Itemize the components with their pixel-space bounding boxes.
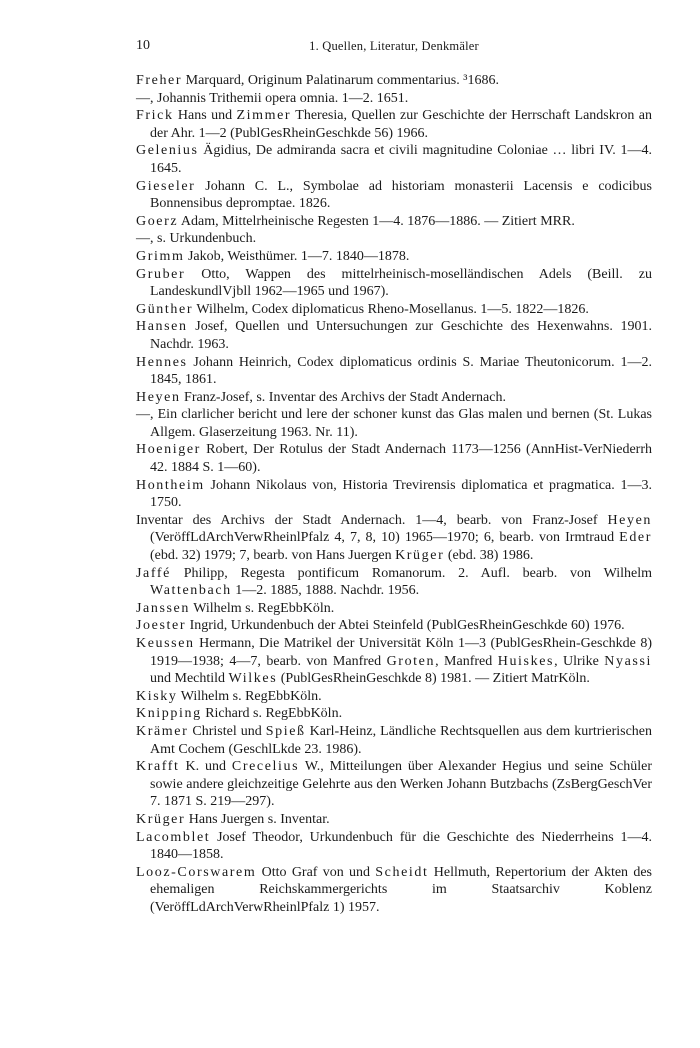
author-name: Joester [136, 618, 187, 634]
entry-text: Wilhelm s. RegEbbKöln. [177, 688, 322, 704]
author-name: Krüger [395, 548, 445, 564]
author-name: Nyassi [604, 653, 653, 669]
entry-text: Hermann, Die Matrikel der Universität Köln 1—3 (PublGesRhein-Geschkde 8) 1919—1938; 4—7, bearb. von Manfred [150, 636, 652, 669]
author-name: Hontheim [136, 477, 205, 493]
entry-text: (ebd. 38) 1986. [444, 548, 534, 564]
author-name: Knipping [136, 706, 202, 722]
author-name: Gelenius [136, 143, 199, 159]
entry-text: Christel und [188, 723, 266, 739]
entry-text: K. und [179, 759, 232, 775]
entry-text: Ingrid, Urkundenbuch der Abtei Steinfeld (PublGesRheinGeschkde 60) 1976. [186, 618, 625, 634]
entry-text: 1—2. 1885, 1888. Nachdr. 1956. [231, 583, 420, 599]
entry-text: Johann Heinrich, Codex diplomaticus ordinis S. Mariae Theutonicorum. 1—2. 1845, 1861. [150, 354, 652, 388]
bibliography-entry [136, 406, 652, 441]
bibliography-entry [136, 617, 652, 635]
page-number: 10 [136, 38, 150, 53]
author-name: Janssen [136, 600, 190, 616]
bibliography-entry [136, 266, 652, 301]
entry-text: Philipp, Regesta pontificum Romanorum. 2. Aufl. bearb. von Wilhelm [170, 565, 652, 581]
entry-text: Ägidius, De admiranda sacra et civili magnitudine Coloniae … libri IV. 1—4. 1645. [150, 143, 652, 176]
entry-text: Otto, Wappen des mittelrheinisch-moselländischen Adels (Beill. zu LandeskundlVjbll 1962—1965 und 1967). [150, 266, 652, 300]
bibliography-entry [136, 90, 652, 108]
bibliography-entry [136, 72, 652, 90]
bibliography-entry [136, 864, 652, 917]
entry-text: Robert, Der Rotulus der Stadt Andernach 1173—1256 (AnnHist-VerNiederrh 42. 1884 S. 1—60). [150, 442, 652, 476]
author-name: Krafft [136, 759, 180, 775]
author-name: Gruber [136, 266, 186, 282]
entry-text: W., Mitteilungen über Alexander Hegius und seine Schüler sowie andere gleichzeitige Gelehrte aus den Werken Johann Butzbachs (ZsBergGeschVer 7. 1871 S. 219—297). [150, 759, 652, 810]
author-name: Frick [136, 108, 174, 124]
bibliography-entry [136, 811, 652, 829]
entry-text: —, Johannis Trithemii opera omnia. 1—2. 1651. [136, 90, 409, 106]
entry-text: Adam, Mittelrheinische Regesten 1—4. 1876—1886. — Zitiert MRR. [178, 213, 575, 229]
author-name: Looz-Corswarem [136, 864, 257, 880]
author-name: Krüger [136, 811, 186, 827]
author-name: Freher [136, 73, 183, 88]
bibliography-entry [136, 441, 652, 476]
author-name: Scheidt [375, 864, 429, 880]
entry-text: , Manfred [435, 653, 498, 669]
author-name: Hoeniger [136, 442, 201, 458]
author-name: Gieseler [136, 178, 196, 194]
entry-text: Jakob, Weisthümer. 1—7. 1840—1878. [184, 248, 410, 264]
author-name: Günther [136, 301, 194, 317]
entry-text: Hans und [173, 108, 237, 124]
author-name: Zimmer [236, 108, 292, 124]
author-name: Heyen [136, 389, 181, 405]
entry-text: und Mechtild [150, 671, 229, 687]
entry-text: Theresia, Quellen zur Geschichte der Herrschaft Landskron an der Ahr. 1—2 (PublGesRheinGeschkde 56) 1966. [150, 108, 652, 141]
author-name: Groten [386, 653, 436, 669]
entry-text: Franz-Josef, s. Inventar des Archivs der Stadt Andernach. [180, 389, 506, 405]
bibliography-entry [136, 142, 652, 177]
bibliography-entry [136, 829, 652, 864]
bibliography-entry [136, 635, 652, 688]
author-name: Crecelius [231, 759, 300, 775]
author-name: Heyen [607, 512, 652, 528]
bibliography-entry [136, 705, 652, 723]
bibliography-entry [136, 301, 652, 319]
entry-text: Wilhelm s. RegEbbKöln. [189, 600, 335, 616]
bibliography-entry [136, 230, 652, 248]
entry-text: Josef, Quellen und Untersuchungen zur Geschichte des Hexenwahns. 1901. Nachdr. 1963. [150, 319, 652, 352]
entry-text: (ebd. 32) 1979; 7, bearb. von Hans Juergen [150, 548, 396, 564]
bibliography-entry [136, 758, 652, 811]
author-name: Keussen [136, 636, 195, 651]
entry-text: —, s. Urkundenbuch. [136, 231, 257, 247]
author-name: Hennes [136, 354, 188, 370]
entry-text: Karl-Heinz, Ländliche Rechtsquellen aus dem kurtrierischen Amt Cochem (GeschlLkde 23. 1986). [150, 723, 652, 757]
author-name: Eder [619, 530, 652, 546]
bibliography-entry [136, 389, 652, 407]
bibliography-entry [136, 107, 652, 142]
bibliography-entry [136, 477, 652, 512]
bibliography-entry [136, 248, 652, 266]
author-name: Kisky [136, 688, 178, 704]
author-name: Lacomblet [136, 829, 211, 845]
bibliography-entry [136, 318, 652, 353]
author-name: Wilkes [228, 671, 278, 687]
running-title: 1. Quellen, Literatur, Denkmäler [309, 39, 479, 53]
author-name: Krämer [136, 723, 189, 739]
entry-text: Johann Nikolaus von, Historia Trevirensis diplomatica et pragmatica. 1—3. 1750. [150, 477, 652, 511]
bibliography-entry [136, 688, 652, 706]
bibliography-entry [136, 565, 652, 600]
entry-text: Inventar des Archivs der Stadt Andernach. 1—4, bearb. von Franz-Josef [136, 512, 608, 528]
entry-text: Johann C. L., Symbolae ad historiam monasterii Lacensis e codicibus Bonnensibus depromptae. 1826. [150, 178, 652, 212]
bibliography-list [136, 72, 652, 917]
bibliography-entry [136, 512, 652, 565]
entry-text: Wilhelm, Codex diplomaticus Rheno-Mosellanus. 1—5. 1822—1826. [193, 301, 589, 317]
entry-text: (PublGesRheinGeschkde 8) 1981. — Zitiert MatrKöln. [277, 671, 590, 687]
bibliography-entry [136, 600, 652, 618]
entry-text: , Ulrike [554, 653, 605, 669]
entry-text: Marquard, Originum Palatinarum commentarius. ³1686. [182, 73, 499, 88]
entry-text: —, Ein clarlicher bericht und lere der schoner kunst das Glas malen und bernen (St. Lukas Allgem. Glaserzeitung 1963. Nr. 11). [136, 407, 652, 440]
entry-text: Otto Graf von und [256, 864, 376, 880]
entry-text: Hellmuth, Repertorium der Akten des ehemaligen Reichskammergerichts im Staatsarchiv Koblenz (VeröffLdArchVerwRheinlPfalz 1) 1957. [150, 864, 652, 915]
author-name: Spieß [265, 723, 306, 739]
entry-text: Josef Theodor, Urkundenbuch für die Geschichte des Niederrheins 1—4. 1840—1858. [150, 829, 652, 863]
author-name: Hansen [136, 319, 188, 335]
author-name: Goerz [136, 213, 179, 229]
bibliography-entry [136, 354, 652, 389]
bibliography-entry [136, 178, 652, 213]
entry-text: (VeröffLdArchVerwRheinlPfalz 4, 7, 8, 10) 1965—1970; 6, bearb. von Irmtraud [150, 530, 620, 546]
author-name: Wattenbach [150, 583, 232, 599]
author-name: Jaffé [136, 565, 171, 581]
bibliography-entry [136, 213, 652, 231]
entry-text: Hans Juergen s. Inventar. [185, 811, 330, 827]
author-name: Grimm [136, 248, 185, 264]
entry-text: Richard s. RegEbbKöln. [201, 706, 343, 722]
author-name: Huiskes [497, 653, 555, 669]
page-header [136, 38, 652, 56]
bibliography-entry [136, 723, 652, 758]
